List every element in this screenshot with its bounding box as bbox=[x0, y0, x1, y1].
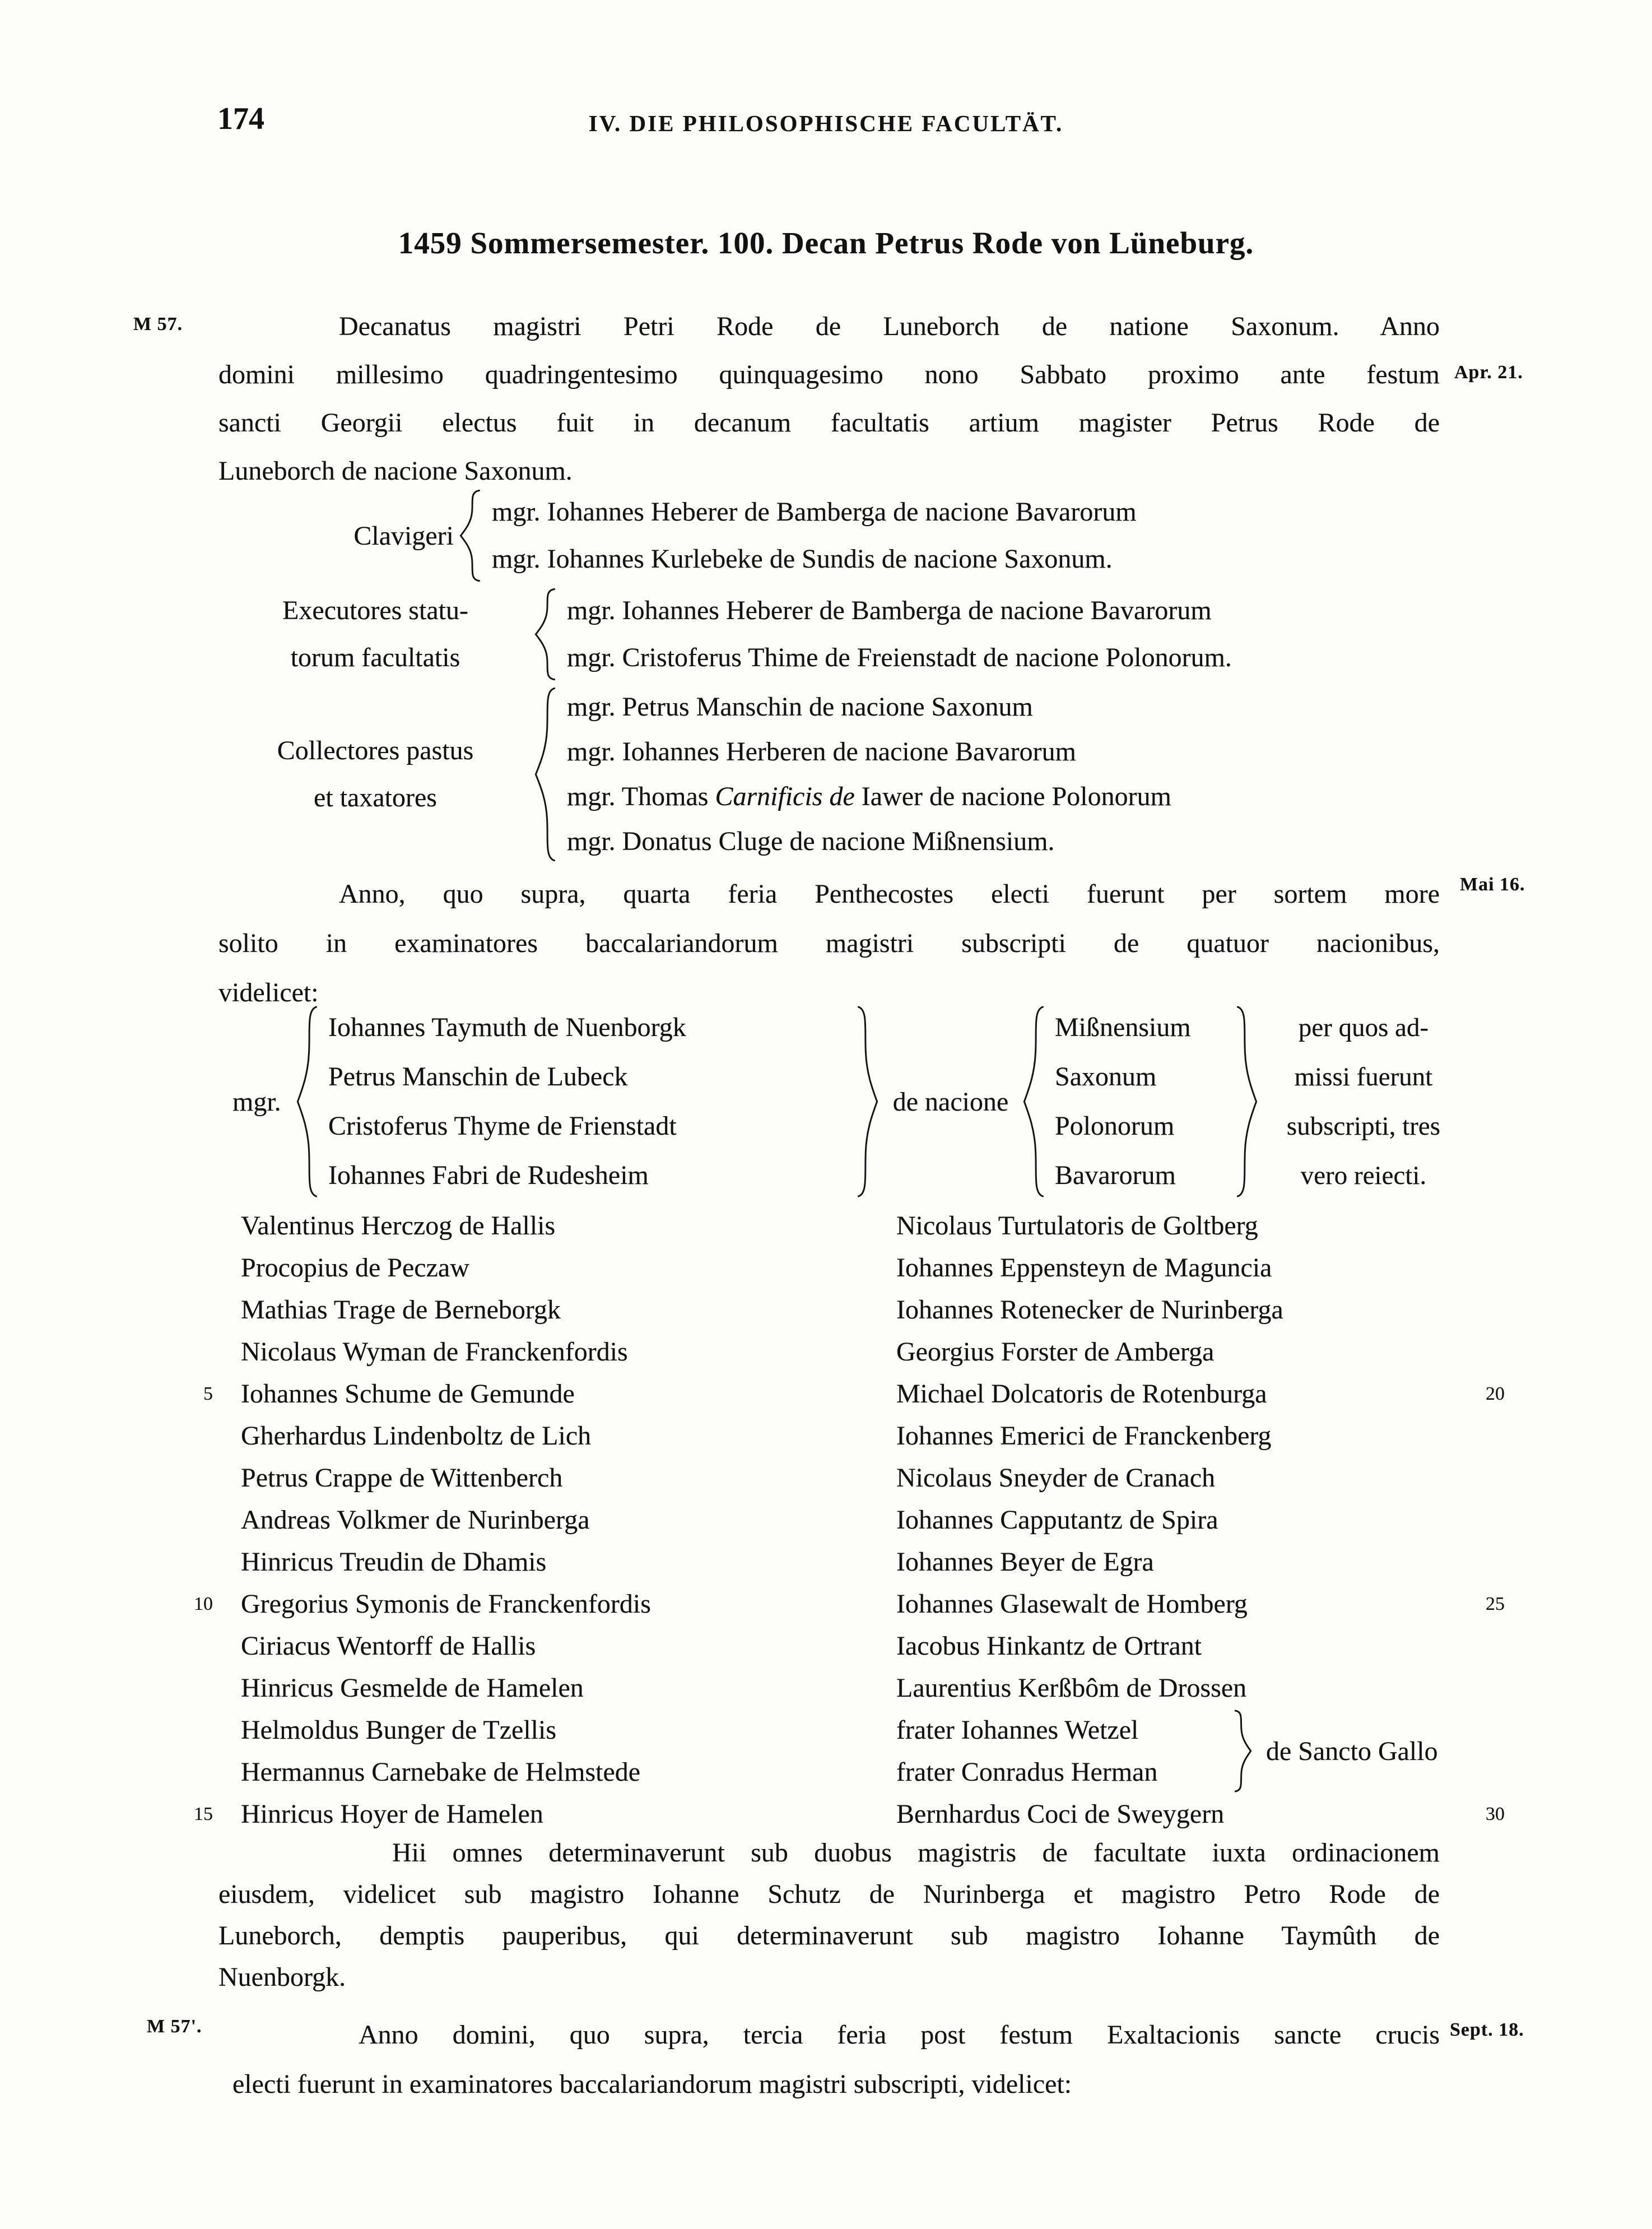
collectores-items bbox=[558, 685, 1171, 864]
executores-item: mgr. Iohannes Heberer de Bamberga de nacione Bavarorum bbox=[567, 596, 1212, 625]
collectores-label-line: Collectores pastus bbox=[277, 736, 474, 765]
collectores-item-text: Iawer de nacione Polonorum bbox=[854, 782, 1171, 811]
student-name: Nicolaus Sneyder de Cranach bbox=[896, 1463, 1216, 1493]
examiners-nations bbox=[1046, 1003, 1234, 1200]
clavigeri-label: Clavigeri bbox=[353, 521, 454, 551]
student-name: Laurentius Kerßbôm de Drossen bbox=[896, 1673, 1247, 1703]
student-name: Iohannes Rotenecker de Nurinberga bbox=[896, 1295, 1283, 1325]
executores-label-line: Executores statu- bbox=[282, 596, 468, 625]
text-line: Hii omnes determinaverunt sub duobus magistris de facultate iuxta ordinacionem bbox=[392, 1838, 1440, 1868]
student-name: Iohannes Schume de Gemunde bbox=[241, 1379, 575, 1409]
text-line: Nuenborgk. bbox=[218, 1962, 346, 1992]
examiners-names bbox=[320, 1003, 855, 1200]
student-name: Nicolaus Wyman de Franckenfordis bbox=[241, 1337, 628, 1367]
student-name: Iacobus Hinkantz de Ortrant bbox=[896, 1631, 1202, 1661]
examiner-name: Cristoferus Thyme de Frienstadt bbox=[328, 1111, 677, 1141]
student-name: Iohannes Capputantz de Spira bbox=[896, 1505, 1218, 1535]
examiners-result bbox=[1260, 1003, 1467, 1200]
collectores-item-text: mgr. Thomas bbox=[567, 782, 715, 811]
clavigeri-item: mgr. Iohannes Kurlebeke de Sundis de nacione Saxonum. bbox=[492, 544, 1113, 574]
margin-note-date-september: Sept. 18. bbox=[1450, 2019, 1524, 2040]
collectores-label bbox=[218, 727, 532, 821]
clavigeri-group bbox=[218, 489, 1524, 583]
student-name: Hinricus Hoyer de Hamelen bbox=[241, 1799, 543, 1829]
students-column-right bbox=[896, 1205, 1524, 1835]
text-line: videlicet: bbox=[218, 978, 319, 1007]
brace-open-icon bbox=[1021, 1003, 1046, 1200]
nation-name: Mißnensium bbox=[1055, 1013, 1191, 1042]
executores-label bbox=[218, 587, 532, 681]
student-name: frater Iohannes Wetzel bbox=[896, 1715, 1139, 1745]
margin-note-date-april: Apr. 21. bbox=[1454, 362, 1523, 383]
student-name: Georgius Forster de Amberga bbox=[896, 1337, 1214, 1367]
line-number-20: 20 bbox=[1486, 1383, 1505, 1404]
executores-item: mgr. Cristoferus Thime de Freienstadt de nacione Polonorum. bbox=[567, 643, 1232, 672]
executores-label-line: torum facultatis bbox=[290, 643, 460, 672]
text-line: Anno, quo supra, quarta feria Penthecostes electi fuerunt per sortem more bbox=[339, 879, 1440, 909]
executores-group bbox=[218, 587, 1524, 681]
collectores-item: mgr. Iohannes Herberen de nacione Bavarorum bbox=[567, 737, 1076, 767]
line-number-15: 15 bbox=[194, 1804, 213, 1824]
text-line: solito in examinatores baccalariandorum magistri subscripti de quatuor nacionibus, bbox=[218, 928, 1440, 958]
student-name: Gregorius Symonis de Franckenfordis bbox=[241, 1589, 651, 1619]
collectores-item bbox=[567, 774, 1171, 819]
text-line: Luneborch de nacione Saxonum. bbox=[218, 456, 573, 486]
margin-note-date-may: Mai 16. bbox=[1460, 874, 1525, 895]
examiners-connector: de nacione bbox=[892, 1086, 1009, 1117]
sancto-gallo-label: de Sancto Gallo bbox=[1266, 1736, 1438, 1766]
text-line: sancti Georgii electus fuit in decanum facultatis artium magister Petrus Rode de bbox=[218, 408, 1440, 438]
running-header: IV. DIE PHILOSOPHISCHE FACULTÄT. bbox=[588, 110, 1064, 136]
collectores-item-italic: Carnificis de bbox=[715, 782, 855, 811]
text-line: Anno domini, quo supra, tercia feria post festum Exaltacionis sancte crucis bbox=[359, 2020, 1440, 2050]
brace-close-icon bbox=[1232, 1709, 1254, 1793]
result-line: per quos ad- bbox=[1298, 1013, 1429, 1042]
student-name: Procopius de Peczaw bbox=[241, 1253, 469, 1283]
collectores-item: mgr. Petrus Manschin de nacione Saxonum bbox=[567, 692, 1033, 722]
line-number-25: 25 bbox=[1486, 1594, 1505, 1614]
margin-note-manuscript-2: M 57'. bbox=[147, 2016, 202, 2037]
paragraph-anno-september bbox=[218, 2010, 1440, 2109]
brace-open-icon bbox=[532, 587, 558, 681]
collectores-group bbox=[218, 685, 1524, 864]
nation-name: Polonorum bbox=[1055, 1111, 1175, 1141]
student-name: Michael Dolcatoris de Rotenburga bbox=[896, 1379, 1267, 1409]
result-line: subscripti, tres bbox=[1286, 1112, 1441, 1141]
examiners-prefix: mgr. bbox=[232, 1086, 281, 1117]
examiner-name: Iohannes Fabri de Rudesheim bbox=[328, 1160, 649, 1190]
examiners-diagram bbox=[218, 1003, 1524, 1200]
margin-note-manuscript: M 57. bbox=[133, 314, 183, 335]
clavigeri-items bbox=[483, 489, 1137, 583]
brace-close-icon bbox=[1234, 1003, 1260, 1200]
student-name: Nicolaus Turtulatoris de Goltberg bbox=[896, 1211, 1258, 1241]
nation-name: Bavarorum bbox=[1055, 1160, 1176, 1190]
line-number-10: 10 bbox=[194, 1594, 213, 1614]
executores-items bbox=[558, 587, 1232, 681]
text-line: domini millesimo quadringentesimo quinquagesimo nono Sabbato proximo ante festum bbox=[218, 360, 1440, 389]
result-line: vero reiecti. bbox=[1300, 1161, 1427, 1190]
student-name: Iohannes Eppensteyn de Maguncia bbox=[896, 1253, 1272, 1283]
section-title: 1459 Sommersemester. 100. Decan Petrus Rode von Lüneburg. bbox=[398, 226, 1254, 260]
student-name: Iohannes Beyer de Egra bbox=[896, 1547, 1154, 1577]
student-name: Hermannus Carnebake de Helmstede bbox=[241, 1757, 641, 1787]
examiner-name: Petrus Manschin de Lubeck bbox=[328, 1062, 628, 1092]
clavigeri-item: mgr. Iohannes Heberer de Bamberga de nacione Bavarorum bbox=[492, 497, 1137, 527]
examiner-name: Iohannes Taymuth de Nuenborgk bbox=[328, 1013, 686, 1042]
brace-open-icon bbox=[457, 489, 483, 583]
brace-close-icon bbox=[855, 1003, 881, 1200]
student-name: Iohannes Glasewalt de Homberg bbox=[896, 1589, 1248, 1619]
text-line: eiusdem, videlicet sub magistro Iohanne Schutz de Nurinberga et magistro Petro Rode de bbox=[218, 1879, 1440, 1909]
collectores-label-line: et taxatores bbox=[314, 783, 437, 812]
text-line: electi fuerunt in examinatores baccalariandorum magistri subscripti, videlicet: bbox=[232, 2069, 1072, 2099]
student-name: Iohannes Emerici de Franckenberg bbox=[896, 1421, 1272, 1451]
student-name: Helmoldus Bunger de Tzellis bbox=[241, 1715, 557, 1745]
brace-open-icon bbox=[294, 1003, 320, 1200]
text-line: Luneborch, demptis pauperibus, qui determinaverunt sub magistro Iohanne Taymûth de bbox=[218, 1921, 1440, 1951]
paragraph-decanatus bbox=[218, 303, 1440, 495]
student-name: Hinricus Gesmelde de Hamelen bbox=[241, 1673, 584, 1703]
student-name: Gherhardus Lindenboltz de Lich bbox=[241, 1421, 592, 1451]
student-name: Valentinus Herczog de Hallis bbox=[241, 1211, 556, 1241]
paragraph-hii-omnes bbox=[218, 1832, 1440, 1998]
paragraph-anno-examiners bbox=[218, 870, 1440, 1018]
student-name: Andreas Volkmer de Nurinberga bbox=[241, 1505, 590, 1535]
students-column-left bbox=[241, 1205, 879, 1835]
students-list bbox=[194, 1205, 1524, 1852]
student-name: Petrus Crappe de Wittenberch bbox=[241, 1463, 563, 1493]
brace-open-icon bbox=[532, 685, 558, 864]
student-name: Mathias Trage de Berneborgk bbox=[241, 1295, 561, 1325]
nation-name: Saxonum bbox=[1055, 1062, 1157, 1092]
student-name: Bernhardus Coci de Sweygern bbox=[896, 1799, 1225, 1829]
student-name: Ciriacus Wentorff de Hallis bbox=[241, 1631, 536, 1661]
page-number: 174 bbox=[217, 101, 264, 136]
line-number-30: 30 bbox=[1486, 1804, 1505, 1824]
student-name: frater Conradus Herman bbox=[896, 1757, 1158, 1787]
text-line: Decanatus magistri Petri Rode de Luneborch de natione Saxonum. Anno bbox=[339, 312, 1440, 341]
result-line: missi fuerunt bbox=[1294, 1062, 1433, 1092]
line-number-5: 5 bbox=[203, 1383, 213, 1404]
collectores-item: mgr. Donatus Cluge de nacione Mißnensium. bbox=[567, 826, 1055, 856]
student-name: Hinricus Treudin de Dhamis bbox=[241, 1547, 547, 1577]
